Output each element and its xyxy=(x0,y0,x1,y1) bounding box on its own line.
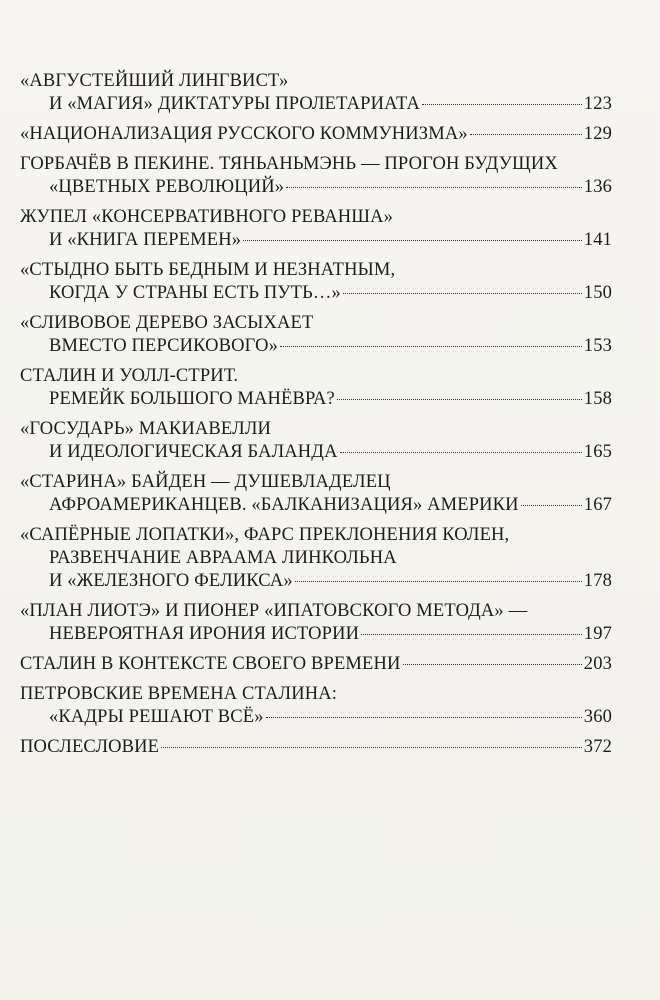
toc-entry xyxy=(20,524,612,593)
toc-line xyxy=(20,547,612,570)
toc-page-number: 203 xyxy=(583,654,612,674)
toc-line xyxy=(20,706,612,729)
dot-leader xyxy=(266,717,582,718)
toc-entry xyxy=(20,683,612,729)
toc-entry-title: ПОСЛЕСЛОВИЕ xyxy=(20,737,160,757)
toc-entry xyxy=(20,206,612,252)
dot-leader xyxy=(286,187,582,188)
toc-line xyxy=(20,335,612,358)
toc-entry-title: «СЛИВОВОЕ ДЕРЕВО ЗАСЫХАЕТ xyxy=(20,313,314,333)
toc-line xyxy=(20,623,612,646)
toc-entry-title: РАЗВЕНЧАНИЕ АВРААМА ЛИНКОЛЬНА xyxy=(49,548,397,568)
toc-line xyxy=(20,471,612,494)
toc-page-number: 167 xyxy=(583,495,612,515)
toc-entry-title: «СТАРИНА» БАЙДЕН — ДУШЕВЛАДЕЛЕЦ xyxy=(20,472,391,492)
dot-leader xyxy=(280,346,582,347)
toc-line xyxy=(20,600,612,623)
dot-leader xyxy=(343,293,582,294)
toc-entry xyxy=(20,736,612,759)
toc-line xyxy=(20,312,612,335)
toc-line xyxy=(20,206,612,229)
toc-entry-title: «ПЛАН ЛИОТЭ» И ПИОНЕР «ИПАТОВСКОГО МЕТОДА» — xyxy=(20,601,528,621)
toc-page-number: 178 xyxy=(583,571,612,591)
toc-page-number: 197 xyxy=(583,624,612,644)
toc-entry-title: НЕВЕРОЯТНАЯ ИРОНИЯ ИСТОРИИ xyxy=(49,624,360,644)
toc-page-number: 129 xyxy=(583,124,612,144)
toc-line xyxy=(20,229,612,252)
toc-line xyxy=(20,441,612,464)
toc-page-number: 165 xyxy=(583,442,612,462)
toc-line xyxy=(20,259,612,282)
toc-entry-title: ЖУПЕЛ «КОНСЕРВАТИВНОГО РЕВАНША» xyxy=(20,207,394,227)
toc-entry-title: СТАЛИН В КОНТЕКСТЕ СВОЕГО ВРЕМЕНИ xyxy=(20,654,401,674)
toc-entry-title: АФРОАМЕРИКАНЦЕВ. «БАЛКАНИЗАЦИЯ» АМЕРИКИ xyxy=(49,495,519,515)
toc-entry-title: И «МАГИЯ» ДИКТАТУРЫ ПРОЛЕТАРИАТА xyxy=(49,94,421,114)
toc-line xyxy=(20,683,612,706)
toc-entry xyxy=(20,153,612,199)
toc-line xyxy=(20,418,612,441)
dot-leader xyxy=(470,134,582,135)
toc-entry-title: СТАЛИН И УОЛЛ-СТРИТ. xyxy=(20,366,239,386)
toc-entry-title: И «КНИГА ПЕРЕМЕН» xyxy=(49,230,242,250)
toc-entry xyxy=(20,123,612,146)
toc-entry-title: И ИДЕОЛОГИЧЕСКАЯ БАЛАНДА xyxy=(49,442,338,462)
toc-entry-title: «ЦВЕТНЫХ РЕВОЛЮЦИЙ» xyxy=(49,177,285,197)
toc-entry-title: ПЕТРОВСКИЕ ВРЕМЕНА СТАЛИНА: xyxy=(20,684,338,704)
toc-entry-title: «АВГУСТЕЙШИЙ ЛИНГВИСТ» xyxy=(20,71,289,91)
toc-page-number: 136 xyxy=(583,177,612,197)
toc-entry-title: «КАДРЫ РЕШАЮТ ВСЁ» xyxy=(49,707,264,727)
toc-line xyxy=(20,93,612,116)
toc-page-number: 372 xyxy=(583,737,612,757)
toc-page-number: 123 xyxy=(583,94,612,114)
dot-leader xyxy=(161,747,582,748)
toc-entry-title: РЕМЕЙК БОЛЬШОГО МАНЁВРА? xyxy=(49,389,335,409)
toc-entry xyxy=(20,312,612,358)
toc-page-number: 150 xyxy=(583,283,612,303)
toc-entry xyxy=(20,653,612,676)
toc-line xyxy=(20,123,612,146)
toc-line xyxy=(20,365,612,388)
toc-entry-title: «ГОСУДАРЬ» МАКИАВЕЛЛИ xyxy=(20,419,272,439)
dot-leader xyxy=(295,581,582,582)
toc-entry-title: «САПЁРНЫЕ ЛОПАТКИ», ФАРС ПРЕКЛОНЕНИЯ КОЛЕН, xyxy=(20,525,510,545)
toc-entry-title: ВМЕСТО ПЕРСИКОВОГО» xyxy=(49,336,278,356)
toc-entry xyxy=(20,600,612,646)
dot-leader xyxy=(337,399,582,400)
toc-line xyxy=(20,524,612,547)
dot-leader xyxy=(422,104,582,105)
toc-line xyxy=(20,176,612,199)
toc-entry-title: ГОРБАЧЁВ В ПЕКИНЕ. ТЯНЬАНЬМЭНЬ — ПРОГОН БУДУЩИХ xyxy=(20,154,558,174)
toc-entry xyxy=(20,70,612,116)
toc-line xyxy=(20,653,612,676)
dot-leader xyxy=(521,505,582,506)
toc-line xyxy=(20,153,612,176)
table-of-contents xyxy=(20,70,612,766)
toc-line xyxy=(20,388,612,411)
dot-leader xyxy=(340,452,582,453)
toc-line xyxy=(20,570,612,593)
toc-line xyxy=(20,70,612,93)
dot-leader xyxy=(403,664,582,665)
toc-page-number: 153 xyxy=(583,336,612,356)
dot-leader xyxy=(243,240,582,241)
toc-entry xyxy=(20,365,612,411)
toc-entry-title: «НАЦИОНАЛИЗАЦИЯ РУССКОГО КОММУНИЗМА» xyxy=(20,124,468,144)
toc-entry-title: «СТЫДНО БЫТЬ БЕДНЫМ И НЕЗНАТНЫМ, xyxy=(20,260,396,280)
toc-line xyxy=(20,494,612,517)
toc-line xyxy=(20,736,612,759)
toc-entry xyxy=(20,259,612,305)
toc-entry xyxy=(20,418,612,464)
toc-line xyxy=(20,282,612,305)
toc-entry xyxy=(20,471,612,517)
toc-page-number: 360 xyxy=(583,707,612,727)
toc-page-number: 158 xyxy=(583,389,612,409)
toc-entry-title: КОГДА У СТРАНЫ ЕСТЬ ПУТЬ…» xyxy=(49,283,341,303)
dot-leader xyxy=(361,634,582,635)
toc-entry-title: И «ЖЕЛЕЗНОГО ФЕЛИКСА» xyxy=(49,571,293,591)
toc-page-number: 141 xyxy=(583,230,612,250)
